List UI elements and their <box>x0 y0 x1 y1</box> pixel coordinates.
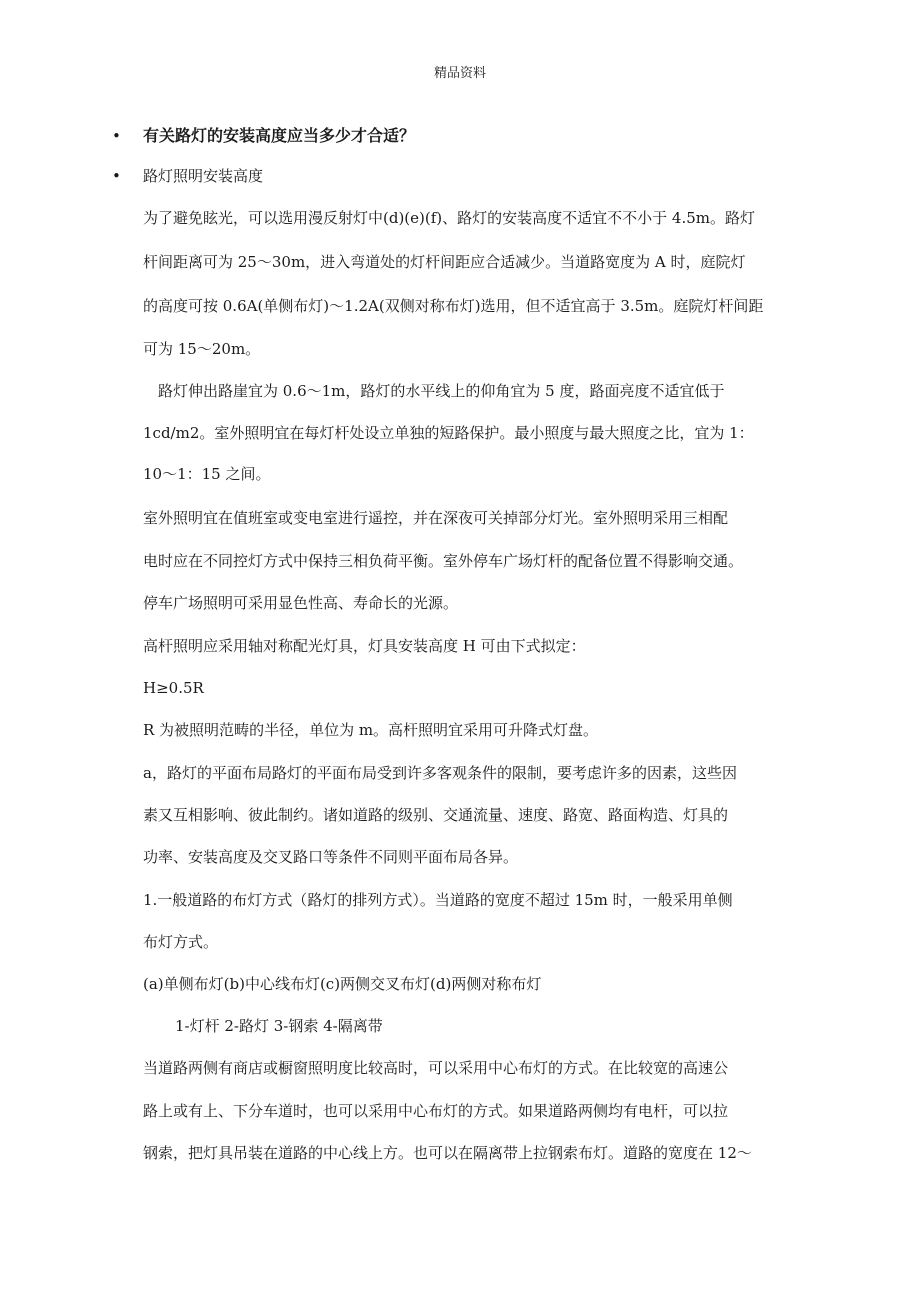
body-line: R 为被照明范畴的半径，单位为 m。高杆照明宜采用可升降式灯盘。 <box>143 721 599 739</box>
figure-caption: (a)单侧布灯(b)中心线布灯(c)两侧交叉布灯(d)两侧对称布灯 <box>143 975 542 993</box>
body-line: 10～1：15 之间。 <box>143 465 271 483</box>
body-line: a，路灯的平面布局路灯的平面布局受到许多客观条件的限制，要考虑许多的因素，这些因 <box>143 764 737 782</box>
body-line: 路上或有上、下分车道时，也可以采用中心布灯的方式。如果道路两侧均有电杆，可以拉 <box>143 1102 729 1120</box>
body-line: 可为 15～20m。 <box>143 340 261 358</box>
body-line: 1.一般道路的布灯方式（路灯的排列方式）。当道路的宽度不超过 15m 时，一般采用单侧 <box>143 891 733 909</box>
body-line: 高杆照明应采用轴对称配光灯具，灯具安装高度 H 可由下式拟定： <box>143 637 586 655</box>
body-line: 路灯伸出路崖宜为 0.6～1m，路灯的水平线上的仰角宜为 5 度，路面亮度不适宜低于 <box>158 382 725 400</box>
body-line: 电时应在不同控灯方式中保持三相负荷平衡。室外停车广场灯杆的配备位置不得影响交通。 <box>143 552 744 570</box>
formula: H≥0.5R <box>143 679 204 697</box>
body-line: 杆间距离可为 25～30m，进入弯道处的灯杆间距应合适减少。当道路宽度为 A 时，庭院灯 <box>143 253 746 271</box>
page-header: 精品资料 <box>433 66 486 81</box>
body-line: 1cd/m2。室外照明宜在每灯杆处设立单独的短路保护。最小照度与最大照度之比，宜为 1： <box>143 424 754 442</box>
bullet-icon: • <box>112 167 121 185</box>
figure-legend: 1-灯杆 2-路灯 3-钢索 4-隔离带 <box>175 1017 383 1035</box>
body-line: 室外照明宜在值班室或变电室进行遥控，并在深夜可关掉部分灯光。室外照明采用三相配 <box>143 509 729 527</box>
bullet-icon: • <box>112 127 121 145</box>
body-line: 当道路两侧有商店或橱窗照明度比较高时，可以采用中心布灯的方式。在比较宽的高速公 <box>143 1059 729 1077</box>
body-line: 为了避免眩光，可以选用漫反射灯中(d)(e)(f)、路灯的安装高度不适宜不不小于 4.5m。路灯 <box>143 209 755 227</box>
topic-heading: 路灯照明安装高度 <box>143 167 264 185</box>
body-line: 停车广场照明可采用显色性高、寿命长的光源。 <box>143 594 459 612</box>
body-line: 功率、安装高度及交叉路口等条件不同则平面布局各异。 <box>143 848 519 866</box>
body-line: 素又互相影响、彼此制约。诸如道路的级别、交通流量、速度、路宽、路面构造、灯具的 <box>143 806 729 824</box>
body-line: 钢索，把灯具吊装在道路的中心线上方。也可以在隔离带上拉钢索布灯。道路的宽度在 12～ <box>143 1144 752 1162</box>
question-heading: 有关路灯的安装高度应当多少才合适？ <box>143 126 416 145</box>
body-line: 布灯方式。 <box>143 933 219 951</box>
body-line: 的高度可按 0.6A(单侧布灯)～1.2A(双侧对称布灯)选用，但不适宜高于 3.5m。庭院灯杆间距 <box>143 297 764 315</box>
